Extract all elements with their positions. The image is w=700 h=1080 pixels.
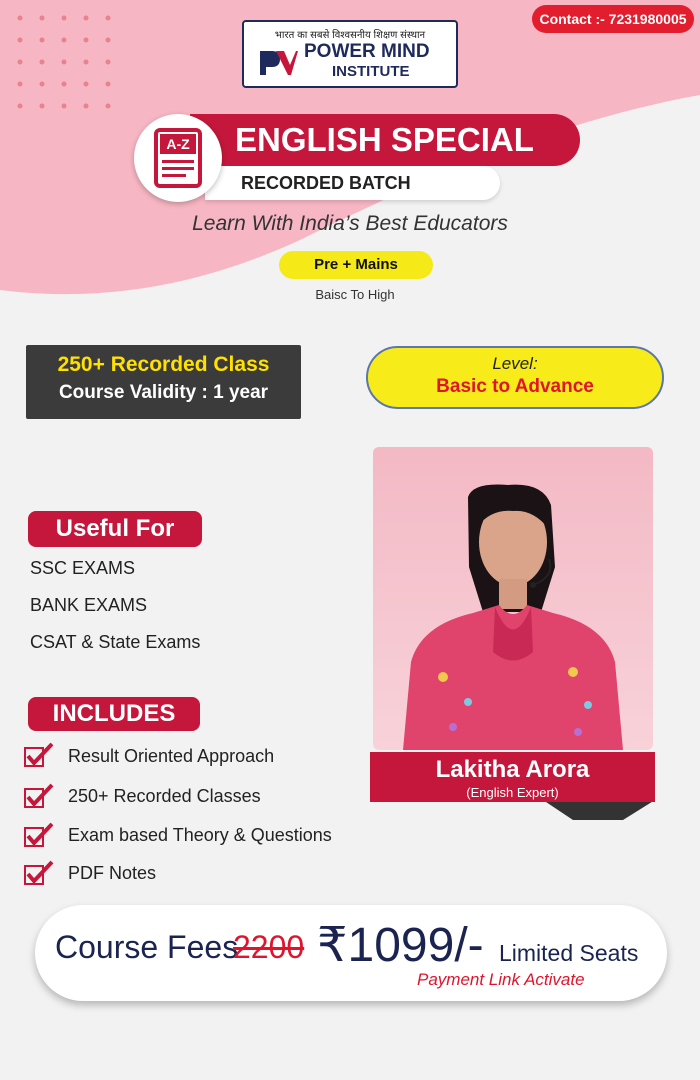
include-item-theory: Exam based Theory & Questions [68,825,332,845]
educator-name-band [370,752,655,802]
include-item-classes: 250+ Recorded Classes [68,786,261,806]
logo-name-line1: POWER MIND [304,41,430,62]
checkmark-icon [24,742,54,768]
sub-tagline: Baisc To High [315,287,395,302]
useful-item-bank: BANK EXAMS [30,595,148,615]
fees-old-price: 2200 [233,929,305,965]
level-value: Basic to Advance [436,376,594,397]
banner-title-text: ENGLISH SPECIAL [235,121,534,158]
pmi-logo-mark-icon [258,47,298,77]
fees-label: Course Fees [55,929,239,965]
institute-logo [242,20,458,88]
include-item-approach: Result Oriented Approach [68,746,275,766]
level-badge [366,346,664,409]
checkmark-icon [24,822,54,848]
logo-tagline: भारत का सबसे विश्वसनीय शिक्षण संस्थान [274,30,426,41]
limited-seats: Limited Seats [499,940,639,966]
fees-new-price: ₹1099/- [317,919,484,972]
useful-item-ssc: SSC EXAMS [30,558,136,578]
recorded-class-count: 250+ Recorded Class [57,353,270,376]
includes-heading: INCLUDES [28,697,200,731]
dot-pattern-decoration [14,12,114,112]
checkmark-icon [24,860,54,886]
course-fees-box[interactable] [35,905,667,1001]
banner-title [190,114,580,166]
include-item-pdf: PDF Notes [68,863,157,883]
educator-role: (English Expert) [466,785,559,800]
useful-for-heading: Useful For [28,511,202,547]
educator-name: Lakitha Arora [435,756,590,783]
tagline: Learn With India’s Best Educators [192,212,508,235]
level-label: Level: [492,354,538,373]
book-icon-text: A-Z [166,136,190,152]
course-validity: Course Validity : 1 year [58,382,269,403]
useful-item-csat: CSAT & State Exams [30,632,201,652]
name-band-shadow [543,800,655,820]
banner-subtitle-text: RECORDED BATCH [241,173,411,193]
banner-subtitle [205,166,500,200]
logo-name-line2: INSTITUTE [332,63,410,80]
exam-badge: Pre + Mains [279,251,433,279]
educator-photo [373,447,653,750]
book-icon [134,114,222,202]
contact-badge[interactable]: Contact :- 7231980005 [532,5,694,33]
checkmark-icon [24,783,54,809]
book-icon-circle [134,114,222,202]
payment-link[interactable]: Payment Link Activate [417,970,585,989]
educator-illustration [373,447,653,750]
course-info-box [26,345,301,419]
